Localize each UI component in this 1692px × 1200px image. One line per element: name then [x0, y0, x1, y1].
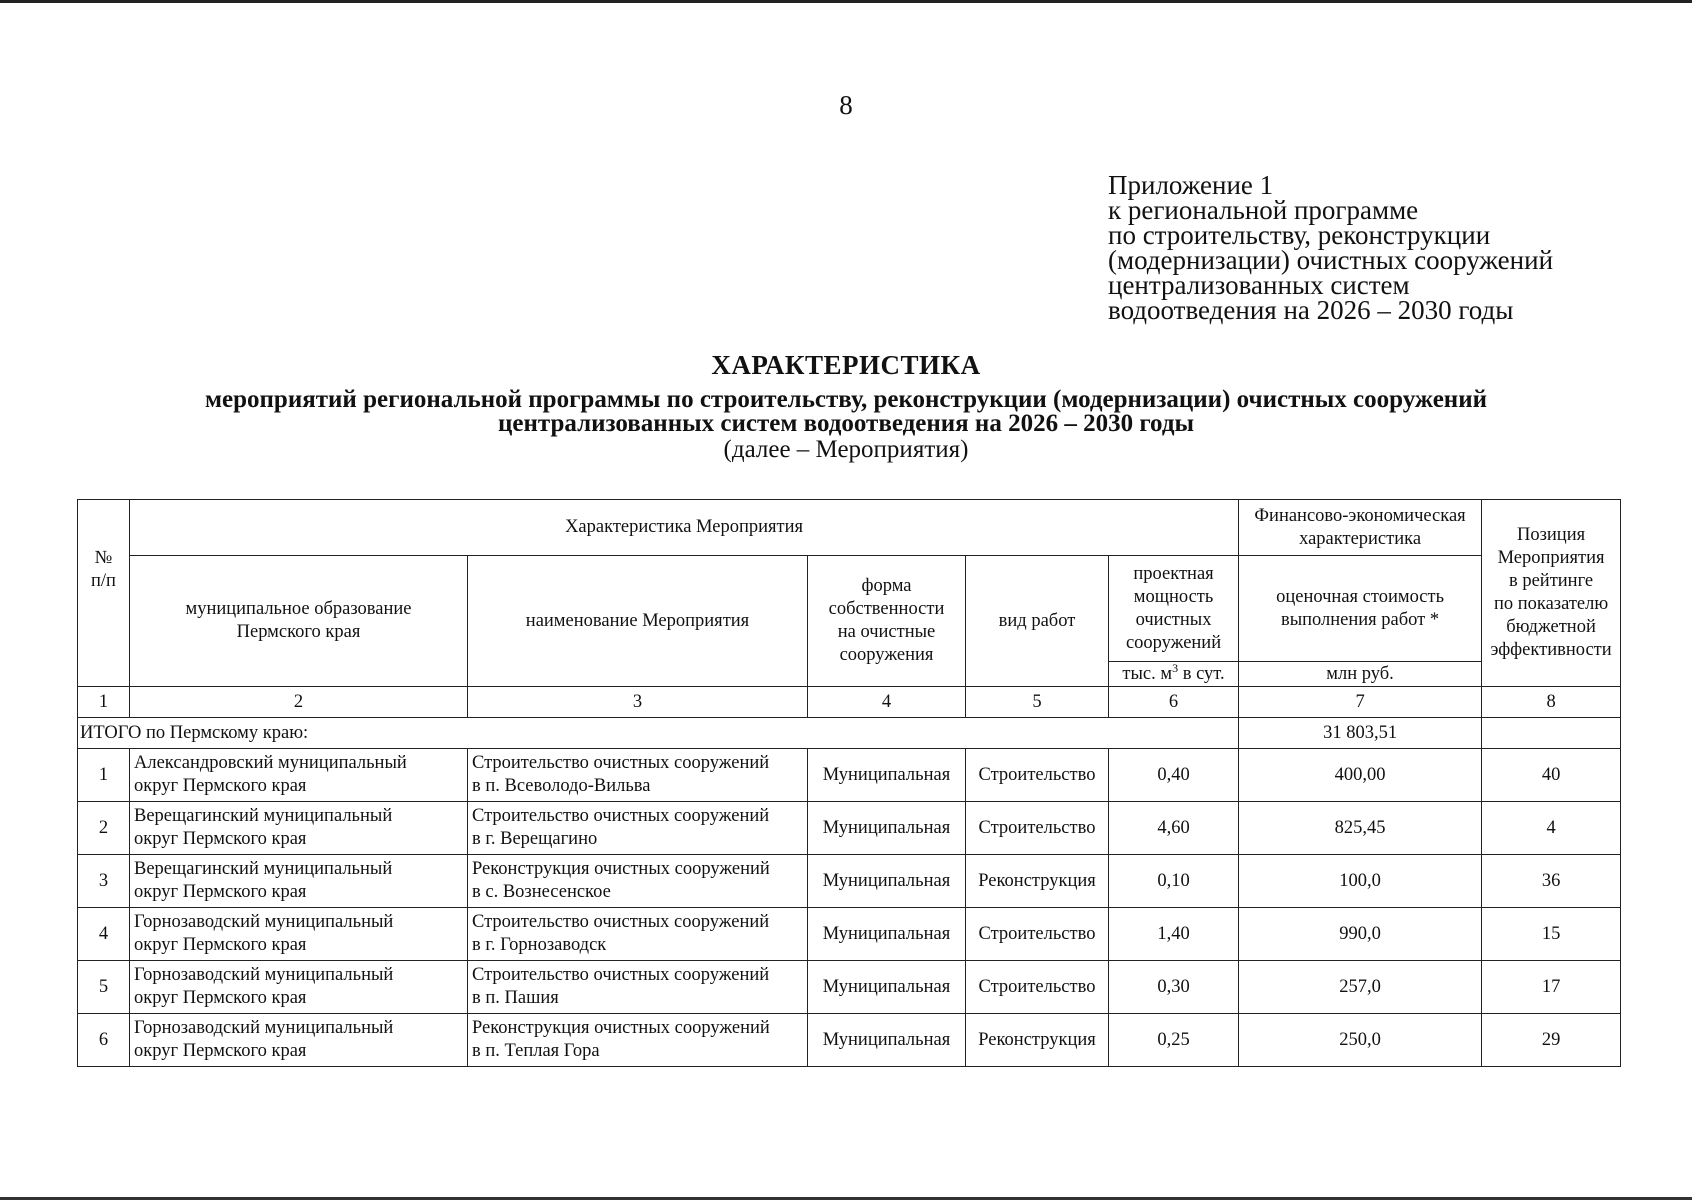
total-label: ИТОГО по Пермскому краю: — [78, 718, 1239, 749]
total-cost: 31 803,51 — [1239, 718, 1482, 749]
row-municipality — [130, 749, 468, 802]
appendix-line: к региональной программе — [1108, 195, 1419, 225]
row-ownership: Муниципальная — [808, 749, 966, 802]
row-ownership: Муниципальная — [808, 961, 966, 1014]
row-event-name — [468, 802, 808, 855]
column-number: 3 — [468, 687, 808, 718]
row-work-type: Строительство — [966, 961, 1109, 1014]
row-capacity: 4,60 — [1109, 802, 1239, 855]
header-text: собственности — [828, 599, 945, 619]
appendix-line: централизованных систем — [1108, 270, 1410, 300]
unit-text: тыс. м — [1122, 663, 1173, 684]
row-position: 15 — [1482, 908, 1621, 961]
cell-text: Горнозаводский муниципальный — [134, 1018, 394, 1038]
subtitle-line: мероприятий региональной программы по строительству, реконструкции (модернизации) очистных сооружений — [204, 386, 1488, 413]
header-row-groups — [78, 500, 1621, 556]
header-text: Пермского края — [236, 622, 361, 642]
row-cost: 400,00 — [1239, 749, 1482, 802]
page-edge-top — [0, 0, 1692, 3]
header-event-name: наименование Мероприятия — [468, 556, 808, 687]
table-row — [78, 1014, 1621, 1067]
row-position: 40 — [1482, 749, 1621, 802]
row-position: 17 — [1482, 961, 1621, 1014]
header-row-columns — [78, 556, 1621, 662]
unit-superscript: 3 — [1172, 660, 1179, 675]
column-number: 6 — [1109, 687, 1239, 718]
row-cost: 250,0 — [1239, 1014, 1482, 1067]
appendix-line: Приложение 1 — [1108, 170, 1274, 200]
row-num: 5 — [78, 961, 130, 1014]
row-cost: 990,0 — [1239, 908, 1482, 961]
header-text: муниципальное образование — [185, 599, 412, 619]
table-row — [78, 961, 1621, 1014]
header-text: сооружений — [1125, 632, 1222, 653]
header-cost-unit: млн руб. — [1239, 662, 1482, 687]
column-number-row — [78, 687, 1621, 718]
table-row — [78, 802, 1621, 855]
cell-text: в г. Верещагино — [472, 829, 598, 849]
row-work-type: Строительство — [966, 749, 1109, 802]
row-cost: 825,45 — [1239, 802, 1482, 855]
row-municipality — [130, 802, 468, 855]
row-num: 4 — [78, 908, 130, 961]
total-position-empty — [1482, 718, 1621, 749]
row-num: 3 — [78, 855, 130, 908]
header-text: по показателю — [1493, 594, 1609, 614]
header-characteristic-group: Характеристика Мероприятия — [130, 500, 1239, 556]
row-cost: 100,0 — [1239, 855, 1482, 908]
cell-text: Строительство очистных сооружений — [472, 753, 770, 773]
row-position: 29 — [1482, 1014, 1621, 1067]
row-municipality — [130, 1014, 468, 1067]
row-event-name — [468, 749, 808, 802]
row-position: 4 — [1482, 802, 1621, 855]
cell-text: Верещагинский муниципальный — [134, 859, 393, 879]
row-municipality — [130, 855, 468, 908]
row-cost: 257,0 — [1239, 961, 1482, 1014]
row-municipality — [130, 961, 468, 1014]
header-position — [1482, 500, 1621, 687]
header-municipality — [130, 556, 468, 687]
row-work-type: Реконструкция — [966, 1014, 1109, 1067]
row-position: 36 — [1482, 855, 1621, 908]
column-number: 1 — [78, 687, 130, 718]
row-capacity: 0,40 — [1109, 749, 1239, 802]
row-event-name — [468, 855, 808, 908]
header-text: форма — [861, 576, 912, 596]
table-row — [78, 855, 1621, 908]
header-capacity — [1109, 556, 1239, 662]
row-work-type: Строительство — [966, 908, 1109, 961]
header-text: мощность — [1133, 586, 1214, 607]
cell-text: округ Пермского края — [134, 829, 307, 849]
row-num: 1 — [78, 749, 130, 802]
cell-text: Верещагинский муниципальный — [134, 806, 393, 826]
cell-text: Строительство очистных сооружений — [472, 806, 770, 826]
column-number: 7 — [1239, 687, 1482, 718]
header-text: Позиция — [1516, 525, 1586, 545]
column-number: 5 — [966, 687, 1109, 718]
header-text: характеристика — [1299, 528, 1422, 549]
appendix-line: водоотведения на 2026 – 2030 годы — [1108, 295, 1514, 325]
document-subtitle — [60, 388, 1632, 436]
header-text: оценочная стоимость — [1276, 586, 1445, 607]
column-number: 4 — [808, 687, 966, 718]
row-ownership: Муниципальная — [808, 1014, 966, 1067]
row-ownership: Муниципальная — [808, 855, 966, 908]
table-row — [78, 908, 1621, 961]
header-text: бюджетной — [1506, 617, 1596, 637]
row-ownership: Муниципальная — [808, 802, 966, 855]
events-table — [77, 499, 1621, 1067]
cell-text: Горнозаводский муниципальный — [134, 965, 394, 985]
appendix-line: по строительству, реконструкции — [1108, 220, 1491, 250]
header-text: п/п — [91, 571, 116, 591]
cell-text: в п. Всеволодо-Вильва — [472, 776, 651, 796]
row-capacity: 0,10 — [1109, 855, 1239, 908]
cell-text: в п. Пашия — [472, 988, 559, 1008]
header-num — [78, 500, 130, 687]
cell-text: Александровский муниципальный — [134, 753, 407, 773]
cell-text: Строительство очистных сооружений — [472, 965, 770, 985]
header-work-type: вид работ — [966, 556, 1109, 687]
cell-text: Строительство очистных сооружений — [472, 912, 770, 932]
table-row — [78, 749, 1621, 802]
header-capacity-unit — [1109, 662, 1239, 687]
cell-text: Горнозаводский муниципальный — [134, 912, 394, 932]
row-work-type: Реконструкция — [966, 855, 1109, 908]
appendix-block — [1108, 170, 1554, 325]
header-text: Финансово-экономическая — [1254, 505, 1466, 526]
header-text: очистных — [1135, 609, 1212, 630]
row-work-type: Строительство — [966, 802, 1109, 855]
cell-text: Реконструкция очистных сооружений — [472, 859, 770, 879]
row-event-name — [468, 908, 808, 961]
row-capacity: 0,25 — [1109, 1014, 1239, 1067]
row-ownership: Муниципальная — [808, 908, 966, 961]
cell-text: Реконструкция очистных сооружений — [472, 1018, 770, 1038]
cell-text: в с. Вознесенское — [472, 882, 611, 902]
cell-text: округ Пермского края — [134, 988, 307, 1008]
row-capacity: 0,30 — [1109, 961, 1239, 1014]
row-event-name — [468, 961, 808, 1014]
cell-text: округ Пермского края — [134, 882, 307, 902]
header-text: проектная — [1133, 563, 1214, 584]
header-text: сооружения — [839, 645, 934, 665]
row-municipality — [130, 908, 468, 961]
header-finance-group — [1239, 500, 1482, 556]
header-text: выполнения работ * — [1280, 609, 1440, 630]
row-capacity: 1,40 — [1109, 908, 1239, 961]
cell-text: округ Пермского края — [134, 1041, 307, 1061]
header-text: эффективности — [1490, 640, 1612, 660]
header-text: № — [94, 548, 113, 568]
page-number: 8 — [839, 90, 853, 120]
cell-text: округ Пермского края — [134, 935, 307, 955]
header-text: в рейтинге — [1508, 571, 1594, 591]
column-number: 8 — [1482, 687, 1621, 718]
row-num: 2 — [78, 802, 130, 855]
header-cost — [1239, 556, 1482, 662]
document-note: (далее – Мероприятия) — [723, 436, 969, 463]
unit-text: в сут. — [1178, 663, 1225, 684]
row-num: 6 — [78, 1014, 130, 1067]
header-text: Мероприятия — [1497, 548, 1605, 568]
header-ownership — [808, 556, 966, 687]
cell-text: в п. Теплая Гора — [472, 1041, 600, 1061]
header-text: на очистные — [837, 622, 936, 642]
cell-text: в г. Горнозаводск — [472, 935, 607, 955]
total-row — [78, 718, 1621, 749]
cell-text: округ Пермского края — [134, 776, 307, 796]
appendix-line: (модернизации) очистных сооружений — [1108, 245, 1554, 275]
document-title: ХАРАКТЕРИСТИКА — [711, 350, 981, 380]
subtitle-line: централизованных систем водоотведения на 2026 – 2030 годы — [497, 410, 1195, 437]
row-event-name — [468, 1014, 808, 1067]
column-number: 2 — [130, 687, 468, 718]
